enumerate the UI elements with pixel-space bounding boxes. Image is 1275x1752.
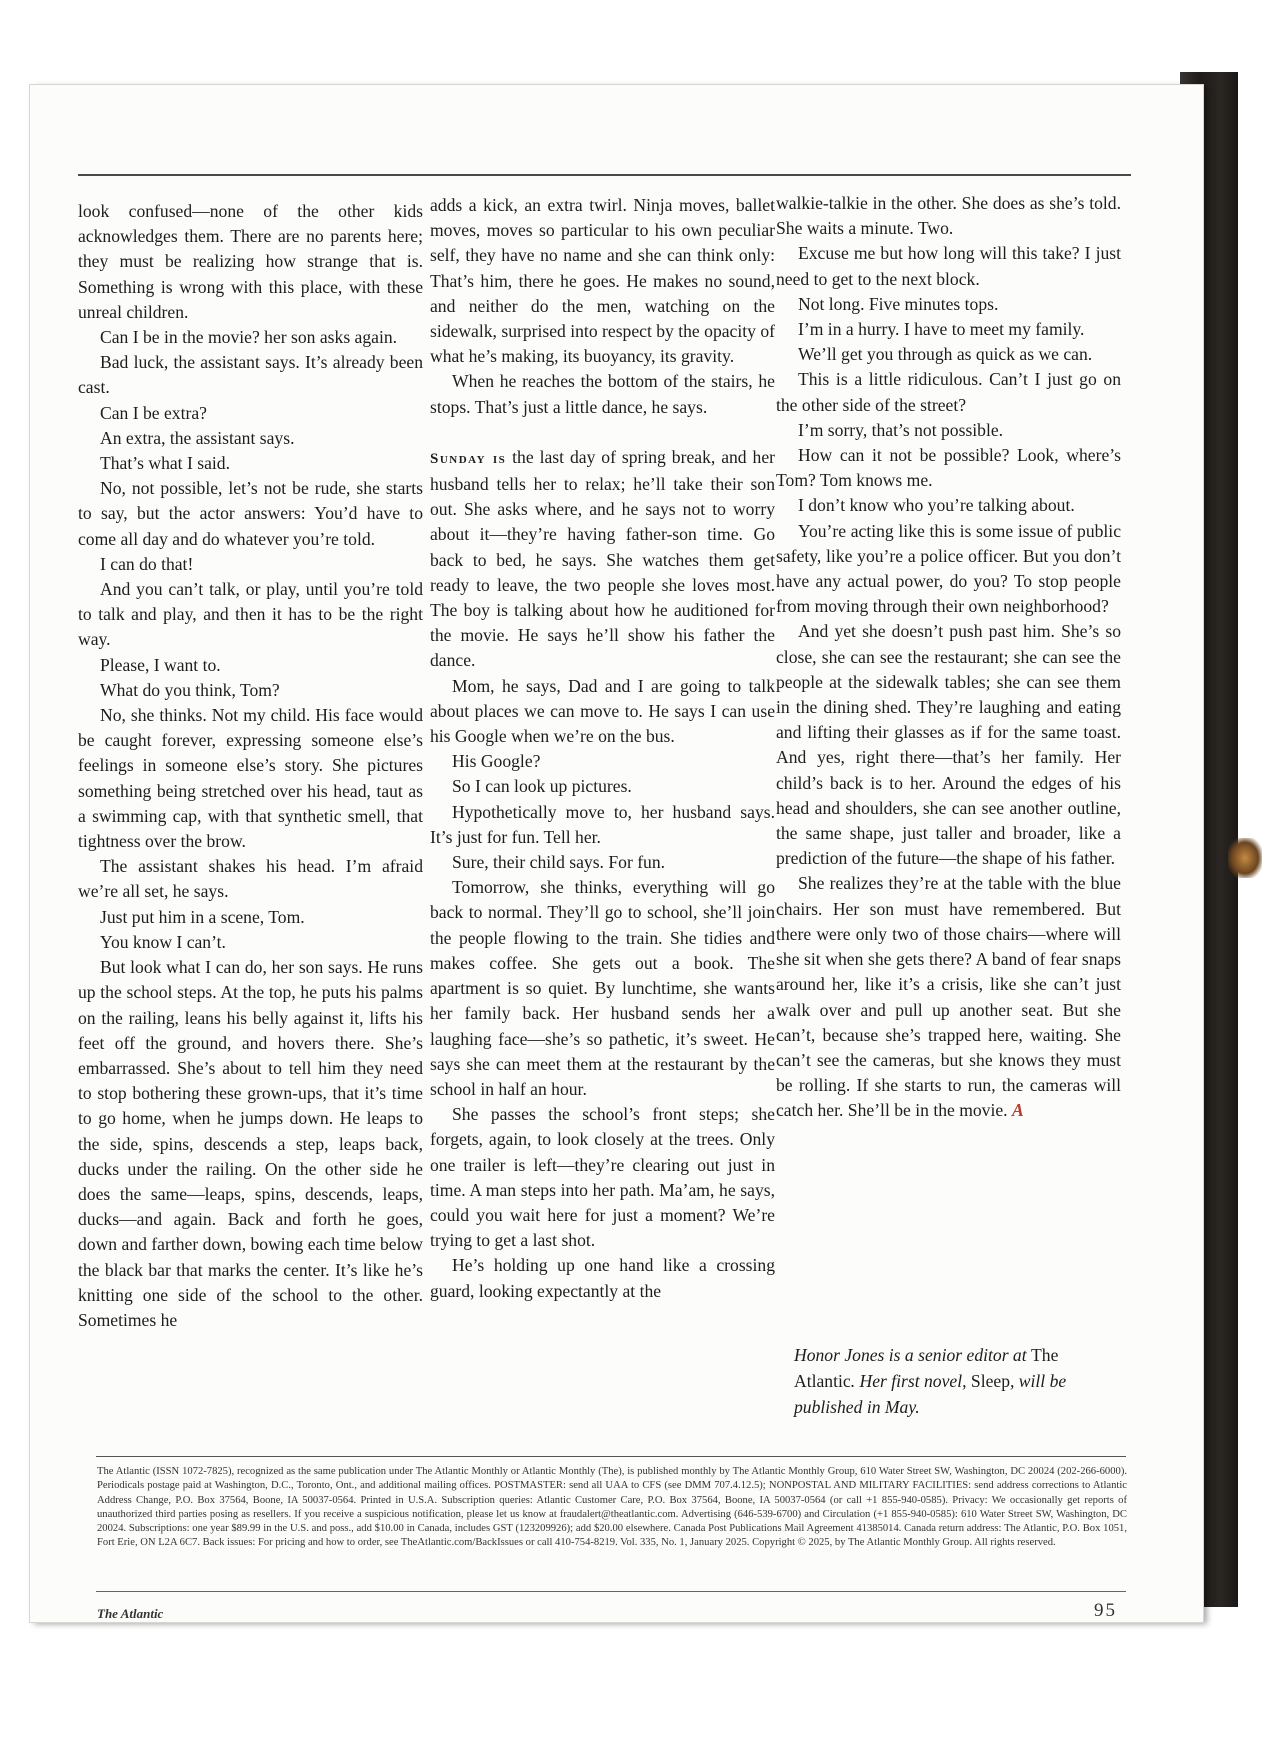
col1-paragraph: The assistant shakes his head. I’m afraid we’re all set, he says. (78, 856, 423, 902)
col3-final-paragraph (776, 871, 1121, 1123)
col3-paragraph: Not long. Five minutes tops. (798, 293, 999, 314)
col1-paragraph: No, not possible, let’s not be rude, she starts to say, but the actor answers: You’d have to come all day and do whatever you’re told. (78, 478, 423, 549)
col3-paragraph: We’ll get you through as quick as we can. (798, 344, 1093, 365)
end-mark-logo: A (1012, 1100, 1024, 1121)
col2-paragraph: Hypothetically move to, her husband says. It’s just for fun. Tell her. (430, 801, 775, 847)
col2-paragraph: Sure, their child says. For fun. (452, 852, 666, 873)
author-bio (794, 1342, 1094, 1420)
col3-paragraph: walkie-talkie in the other. She does as she’s told. She waits a minute. Two. (776, 193, 1121, 239)
col2-paragraph: Tomorrow, she thinks, everything will go back to normal. They’ll go to school, she’ll join the people flowing to the train. She tidies and makes coffee. She gets out a book. The apartment is so quiet. By lunchtime, she wants her family back. Her husband sends her a laughing face—she’s so pathetic, it’s sweet. He says she can meet them at the restaurant by the school in half an hour. (430, 877, 775, 1099)
top-rule (78, 174, 1131, 176)
bio-novel-title: Sleep (970, 1371, 1010, 1391)
column-3 (776, 191, 1121, 1124)
col3-paragraph: How can it not be possible? Look, where’s Tom? Tom knows me. (776, 445, 1121, 491)
col3-paragraph: And yet she doesn’t push past him. She’s so close, she can see the restaurant; she can see the people at the sidewalk tables; she can see them in the dining shed. They’re laughing and eating and lifting their glasses as if for the same toast. And yes, right there—that’s her family. Her child’s back is to her. Around the edges of his head and shoulders, she can see another outline, the same shape, just taller and broader, like a prediction of the future—the shape of his father. (776, 621, 1121, 869)
col2-paragraph: So I can look up pictures. (452, 776, 632, 797)
column-1 (78, 199, 423, 1333)
col2-paragraph: the last day of spring break, and her husband tells her to relax; he’ll take their son out. She asks where, and he says not to worry about it—they’re having father-son time. Go back to bed, he says. She watches them get ready to leave, the two people she loves most. The boy is talking about how he auditioned for the movie. He says he’ll show his father the dance. (430, 446, 775, 671)
col3-paragraph: I don’t know who you’re talking about. (798, 495, 1075, 516)
section-lead-in: Sunday is (430, 450, 507, 467)
bio-magazine-name: The Atlantic (794, 1345, 1059, 1391)
col3-paragraph: She realizes they’re at the table with the blue chairs. Her son must have remembered. But there were only two of those chairs—where will she sit when she gets there? A band of fear snaps around her, like it’s a crisis, like she can’t just walk over and pull up another seat. But she can’t, because she’s trapped here, waiting. She can’t see the cameras, but she knows they must be rolling. If she starts to run, the cameras will catch her. She’ll be in the movie. (776, 873, 1121, 1121)
bio-text: . Her first novel, (850, 1371, 971, 1391)
col3-paragraph: I’m sorry, that’s not possible. (798, 419, 1004, 440)
col2-paragraph: She passes the school’s front steps; she forgets, again, to look closely at the trees. Only one trailer is left—they’re clearing out just in time. A man steps into her path. Ma’am, he says, could you wait here for just a moment? We’re trying to get a last shot. (430, 1104, 775, 1251)
col2-paragraph: Mom, he says, Dad and I are going to talk about places we can move to. He says I can use his Google when we’re on the bus. (430, 675, 775, 747)
col2-paragraph: adds a kick, an extra twirl. Ninja moves, ballet moves, moves so particular to his own peculiar self, they have no name and she can think only: That’s him, there he goes. He makes no sound, and neither do the men, watching on the sidewalk, surprised into respect by the opacity of what he’s making, its buoyancy, its gravity. (430, 195, 775, 367)
column-2 (430, 193, 775, 1304)
col1-paragraph: Bad luck, the assistant says. It’s already been cast. (78, 352, 423, 398)
legal-rule (96, 1456, 1126, 1457)
scan-light-glow (1228, 838, 1262, 878)
col2-paragraph: When he reaches the bottom of the stairs, he stops. That’s just a little dance, he says. (430, 371, 775, 417)
bio-text: , will be published in May. (794, 1371, 1067, 1417)
col1-paragraph: That’s what I said. (100, 453, 230, 474)
col2-paragraph: He’s holding up one hand like a crossing guard, looking expectantly at the (430, 1255, 775, 1301)
col1-paragraph: Can I be in the movie? her son asks again. (100, 327, 398, 348)
col3-paragraph: I’m in a hurry. I have to meet my family. (798, 319, 1085, 340)
col1-paragraph: Can I be extra? (100, 402, 207, 423)
col1-paragraph: You know I can’t. (100, 931, 226, 952)
col1-paragraph: And you can’t talk, or play, until you’re told to talk and play, and then it has to be the right way. (78, 579, 423, 650)
col3-paragraph: You’re acting like this is some issue of public safety, like you’re a police officer. But you don’t have any actual power, do you? To stop people from moving through their own neighborhood? (776, 520, 1121, 617)
col1-paragraph: What do you think, Tom? (100, 679, 280, 700)
bio-text: Honor Jones is a senior editor at (794, 1345, 1032, 1365)
col1-paragraph: Just put him in a scene, Tom. (100, 906, 305, 927)
footer-rule (96, 1591, 1126, 1592)
col1-paragraph: I can do that! (100, 553, 194, 574)
col1-paragraph: But look what I can do, her son says. He runs up the school steps. At the top, he puts his palms on the railing, leans his belly against it, lifts his feet off the ground, and hovers there. She’s embarrassed. She’s about to tell him they need to stop bothering these grown-ups, that it’s time to go home, when he jumps down. He leaps to the side, spins, descends a step, leaps back, ducks under the railing. On the other side he does the same—leaps, spins, descends, leaps, ducks—and again. Back and forth he goes, down and farther down, bowing each time below the black bar that marks the center. It’s like he’s knitting one side of the school to the other. Sometimes he (78, 957, 423, 1330)
col3-paragraph: This is a little ridiculous. Can’t I just go on the other side of the street? (776, 369, 1121, 415)
footer-magazine-name: The Atlantic (97, 1606, 164, 1621)
col2-paragraph: His Google? (452, 751, 541, 772)
legal-notice: The Atlantic (ISSN 1072-7825), recognized as the same publication under The Atlantic Monthly or Atlantic Monthly (The), is published monthly by The Atlantic Monthly Group, 610 Water Street SW, Washington, DC 20024 (202-266-6000). Periodicals postage paid at Washington, D.C., Toronto, Ont., and additional mailing offices. POSTMASTER: send all UAA to CFS (see DMM 707.4.12.5); NONPOSTAL AND MILITARY FACILITIES: send address corrections to Atlantic Address Change, P.O. Box 37564, Boone, IA 50037-0564. Printed in U.S.A. Subscription queries: Atlantic Customer Care, P.O. Box 37564, Boone, IA 50037-0564 (or call +1 855-940-0585). Privacy: We occasionally get reports of unauthorized third parties posing as resellers. If you receive a suspicious notification, please let us know at fraudalert@theatlantic.com. Advertising (646-539-6700) and Circulation (+1 855-940-0585): 610 Water Street SW, Washington, DC 20024. Subscriptions: one year $89.99 in the U.S. and poss., add $10.00 in Canada, includes GST (123209926); add $20.00 elsewhere. Canada Post Publications Mail Agreement 41385014. Canada return address: The Atlantic, P.O. Box 1051, Fort Erie, ON L2A 6C7. Back issues: For pricing and how to order, see TheAtlantic.com/BackIssues or call 410-754-8219. Vol. 335, No. 1, January 2025. Copyright © 2025, by The Atlantic Monthly Group. All rights reserved. (97, 1466, 1127, 1549)
page-number: 95 (1094, 1600, 1117, 1621)
col1-paragraph: No, she thinks. Not my child. His face would be caught forever, expressing someone else’s feelings in someone else’s story. She pictures something being stretched over his head, taut as a swimming cap, with that synthetic smell, that tightness over the brow. (78, 705, 423, 852)
col3-paragraph: Excuse me but how long will this take? I just need to get to the next block. (776, 243, 1121, 289)
section-opening (430, 445, 775, 674)
col1-paragraph: look confused—none of the other kids acknowledges them. There are no parents here; they must be realizing how strange that is. Something is wrong with this place, with these unreal children. (78, 201, 423, 322)
col1-paragraph: Please, I want to. (100, 654, 221, 675)
col1-paragraph: An extra, the assistant says. (100, 427, 295, 448)
